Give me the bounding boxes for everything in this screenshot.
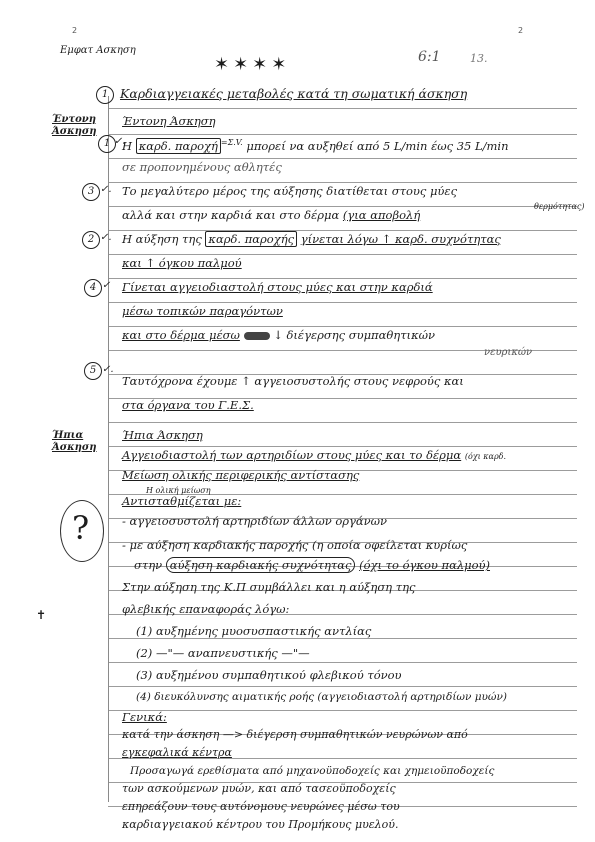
intense-p2-note: θερμότητας) bbox=[534, 202, 585, 211]
check-mark: ✓. bbox=[100, 232, 112, 243]
corner-label: Εμφατ Ασκηση bbox=[60, 45, 136, 56]
mild-l2: Μείωση ολικής περιφερικής αντίστασης bbox=[122, 468, 360, 482]
mild-l5: - με αύξηση καρδιακής παροχής (η οποία οφείλεται κυρίως bbox=[122, 538, 468, 552]
margin-label-intense: Έντονη Άσκηση bbox=[52, 114, 97, 137]
heading-general: Γενικά: bbox=[122, 710, 167, 724]
mild-item-3: (3) αυξημένου συμπαθητικού φλεβικού τόνου bbox=[136, 668, 402, 682]
mild-l3: Αντισταθμίζεται με: bbox=[122, 494, 242, 508]
page-number-left: 2 bbox=[72, 26, 78, 35]
general-l4: των ασκούμενων μυών, και από τασεοϋποδοχείς bbox=[122, 782, 396, 795]
check-mark: ✓ bbox=[102, 280, 111, 291]
intense-p5-line2: στα όργανα του Γ.Ε.Σ. bbox=[122, 398, 254, 412]
intense-p3: Η αύξηση της καρδ. παροχής γίνεται λόγω ↑ καρδ. συχνότητας bbox=[122, 232, 501, 246]
mild-l4: - αγγειοσυστολή αρτηριδίων άλλων οργάνων bbox=[122, 514, 388, 528]
general-l2: εγκεφαλικά κέντρα bbox=[122, 746, 232, 759]
mild-l6: στην αύξηση καρδιακής συχνότητας (όχι το όγκου παλμού) bbox=[134, 558, 491, 572]
item-number-4: 4 bbox=[84, 279, 102, 297]
check-mark: ✓. bbox=[114, 136, 126, 147]
mild-l7: Στην αύξηση της Κ.Π συμβάλλει και η αύξηση της bbox=[122, 580, 416, 594]
scribble-mark bbox=[244, 332, 270, 340]
check-mark: ✓. bbox=[102, 364, 114, 375]
mild-item-2: (2) —"— αναπνευστικής —"— bbox=[136, 646, 310, 660]
score: 6:1 bbox=[418, 49, 441, 65]
general-l3: Προσαγωγά ερεθίσματα από μηχανοϋποδοχείς και χημειοϋποδοχείς bbox=[130, 765, 495, 777]
item-number-3: 3 bbox=[82, 183, 100, 201]
margin-mark: ✝ bbox=[36, 608, 47, 622]
item-number-5: 5 bbox=[84, 362, 102, 380]
intense-p4-line1: Γίνεται αγγειοδιαστολή στους μύες και στην καρδιά bbox=[122, 280, 433, 294]
item-number-1: 1 bbox=[98, 135, 116, 153]
margin-label-mild: Ήπια Άσκηση bbox=[52, 430, 97, 453]
intense-p1-cont: σε προπονημένους αθλητές bbox=[122, 160, 282, 174]
page-number-right: 2 bbox=[518, 26, 524, 35]
stars: ✶✶✶✶ bbox=[214, 54, 291, 75]
heading-mild: Ήπια Άσκηση bbox=[122, 428, 203, 442]
page-title: Καρδιαγγειακές μεταβολές κατά τη σωματική άσκηση bbox=[120, 86, 468, 101]
general-l5: επηρεάζουν τους αυτόνομους νευρώνες μέσω του bbox=[122, 800, 400, 813]
intense-p2-line1: Το μεγαλύτερο μέρος της αύξησης διατίθεται στους μύες bbox=[122, 184, 458, 198]
score-extra: 13. bbox=[470, 52, 488, 65]
heading-intense: Έντονη Άσκηση bbox=[122, 114, 216, 128]
mild-item-1: (1) αυξημένης μυοσυσπαστικής αντλίας bbox=[136, 624, 372, 638]
intense-p4-line4: νευρικών bbox=[484, 347, 533, 358]
intense-p4-line2: μέσω τοπικών παραγόντων bbox=[122, 304, 283, 318]
intense-p2-line2: αλλά και στην καρδιά και στο δέρμα (για αποβολή bbox=[122, 208, 421, 222]
general-l6: καρδιαγγειακού κέντρου του Προμήκους μυελού. bbox=[122, 818, 399, 831]
item-number-2: 2 bbox=[82, 231, 100, 249]
mild-l8: φλεβικής επαναφοράς λόγω: bbox=[122, 602, 290, 616]
intense-p1: Η καρδ. παροχή $^{=\Sigma.V.}$ μπορεί να αυξηθεί από 5 L/min έως 35 L/min bbox=[122, 138, 509, 153]
general-l1: κατά την άσκηση —> διέγερση συμπαθητικών νευρώνων από bbox=[122, 728, 468, 741]
mild-item-4: (4) διευκόλυνσης αιματικής ροής (αγγειοδιαστολή αρτηριδίων μυών) bbox=[136, 691, 507, 703]
intense-p3-cont: και ↑ όγκου παλμού bbox=[122, 256, 242, 270]
question-mark: ? bbox=[72, 509, 90, 547]
title-number: 1 bbox=[96, 86, 114, 104]
mild-l3-note: Η ολική μείωση bbox=[146, 486, 211, 495]
intense-p4-line3: και στο δέρμα μέσω ↓ διέγερσης συμπαθητικών bbox=[122, 328, 435, 342]
check-mark: ✓. bbox=[100, 184, 112, 195]
mild-l1: Αγγειοδιαστολή των αρτηριδίων στους μύες και το δέρμα (όχι καρδ. bbox=[122, 448, 507, 462]
intense-p5-line1: Ταυτόχρονα έχουμε ↑ αγγειοσυστολής στους νεφρούς και bbox=[122, 374, 464, 388]
margin-line bbox=[108, 96, 109, 802]
